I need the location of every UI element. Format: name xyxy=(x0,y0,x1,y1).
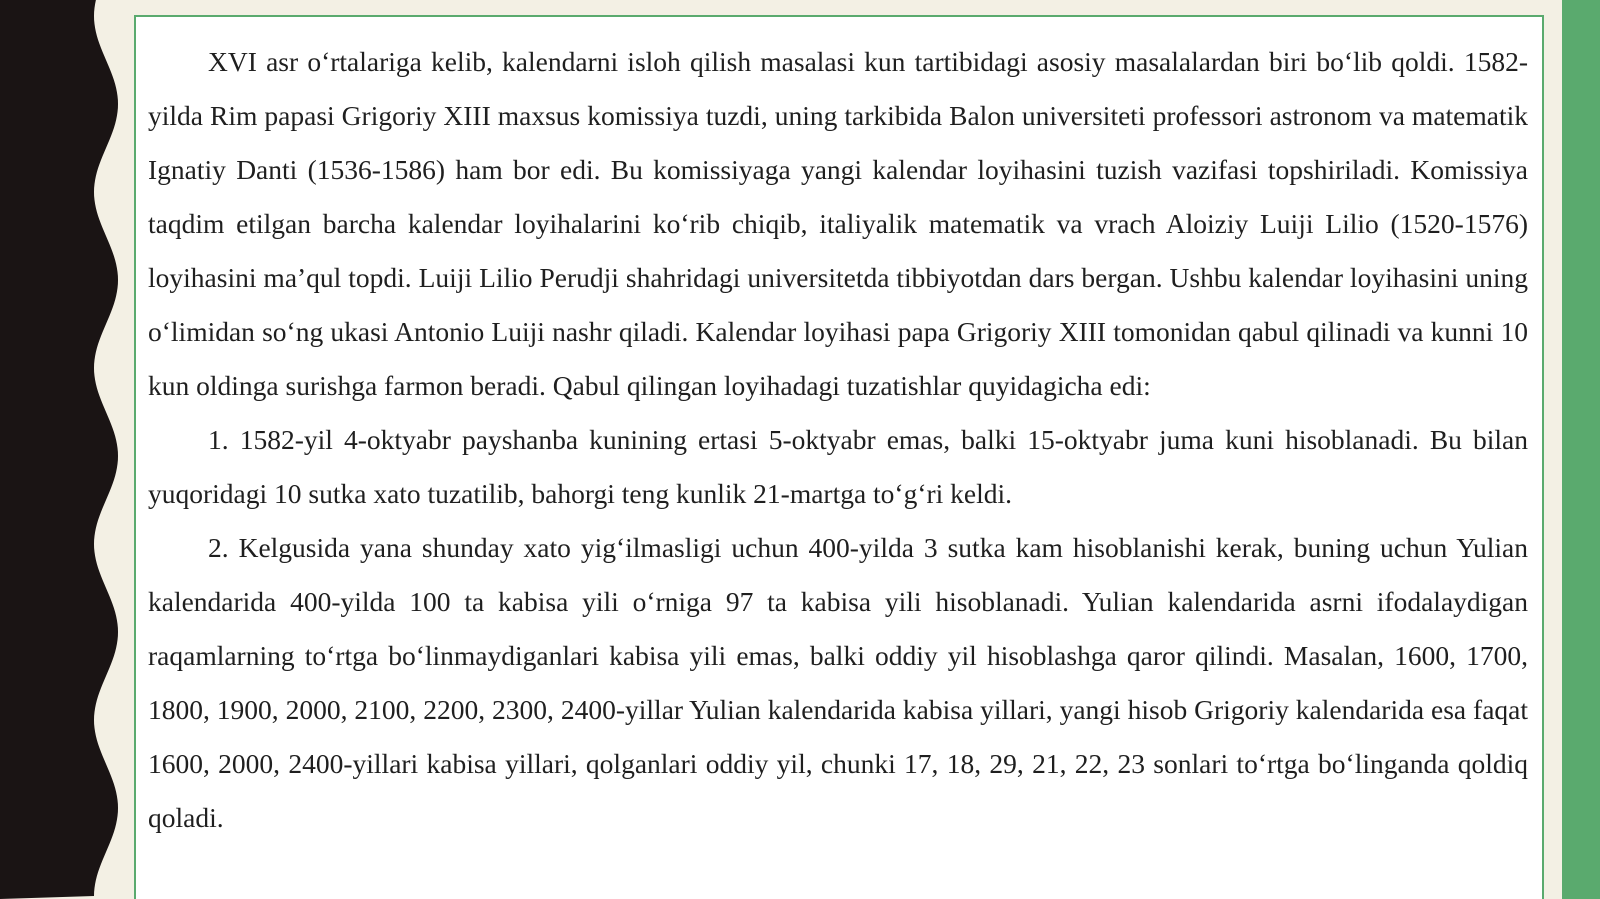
wavy-band-shape xyxy=(0,0,118,899)
text-box xyxy=(134,15,1544,899)
paragraph-intro: XVI asr oʻrtalariga kelib, kalendarni isloh qilish masalasi kun tartibidagi asosiy masalalardan biri boʻlib qoldi. 1582-yilda Rim papasi Grigoriy XIII maxsus komissiya tuzdi, uning tarkibida Balon universiteti professori astronom va matematik Ignatiy Danti (1536-1586) ham bor edi. Bu komissiyaga yangi kalendar loyihasini tuzish vazifasi topshiriladi. Komissiya taqdim etilgan barcha kalendar loyihalarini koʻrib chiqib, italiyalik matematik va vrach Aloiziy Luiji Lilio (1520-1576) loyihasini ma’qul topdi. Luiji Lilio Perudji shahridagi universitetda tibbiyotdan dars bergan. Ushbu kalendar loyihasini uning oʻlimidan soʻng ukasi Antonio Luiji nashr qiladi. Kalendar loyihasi papa Grigoriy XIII tomonidan qabul qilinadi va kunni 10 kun oldinga surishga farmon beradi. Qabul qilingan loyihadagi tuzatishlar quyidagicha edi: xyxy=(148,46,1528,401)
wavy-left-band-decoration xyxy=(0,0,130,899)
right-accent-band xyxy=(1562,0,1600,899)
paragraph-point-1: 1. 1582-yil 4-oktyabr payshanba kunining ertasi 5-oktyabr emas, balki 15-oktyabr juma kuni hisoblanadi. Bu bilan yuqoridagi 10 sutka xato tuzatilib, bahorgi teng kunlik 21-martga toʻgʻri keldi. xyxy=(148,424,1528,509)
paragraph-point-2: 2. Kelgusida yana shunday xato yigʻilmasligi uchun 400-yilda 3 sutka kam hisoblanishi kerak, buning uchun Yulian kalendarida 400-yilda 100 ta kabisa yili oʻrniga 97 ta kabisa yili hisoblanadi. Yulian kalendarida asrni ifodalaydigan raqamlarning toʻrtga boʻlinmaydiganlari kabisa yili emas, balki oddiy yil hisoblashga qaror qilindi. Masalan, 1600, 1700, 1800, 1900, 2000, 2100, 2200, 2300, 2400-yillar Yulian kalendarida kabisa yillari, yangi hisob Grigoriy kalendarida esa faqat 1600, 2000, 2400-yillari kabisa yillari, qolganlari oddiy yil, chunki 17, 18, 29, 21, 22, 23 sonlari toʻrtga boʻlinganda qoldiq qoladi. xyxy=(148,532,1528,833)
